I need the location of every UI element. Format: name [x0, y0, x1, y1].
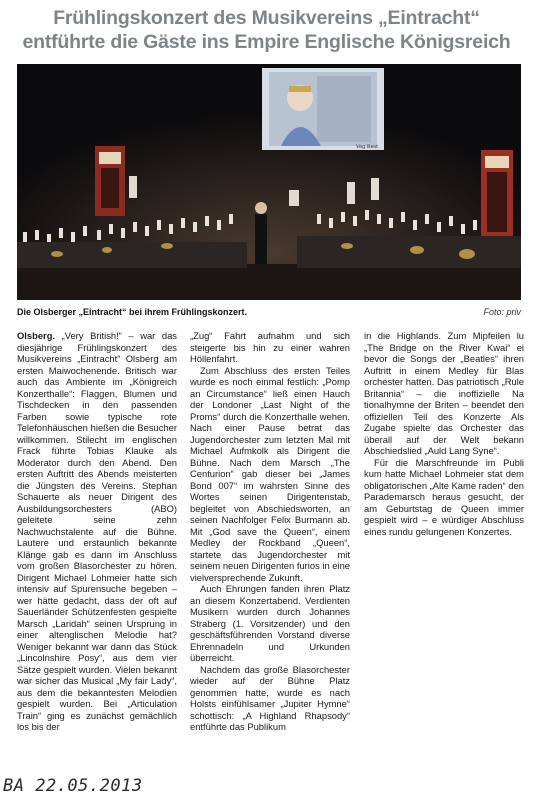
paragraph: Auch Ehrungen fanden ihren Platz an diesem Konzertabend. Verdienten Musikern wurden durch Johannes Straberg (1. Vorsitzender) und den geschäftsführenden Vorstand diverse Ehrennadeln und Urkunden überreicht. [190, 583, 350, 663]
headline-line-1: Frühlingskonzert des Musikvereins „Eintracht“ [53, 7, 480, 29]
headline-line-2: entführte die Gäste ins Empire Englische Königsreich [22, 31, 511, 53]
paragraph: Für die Marschfreunde im Publi kum hatte Michael Lohmeier stat dem obligatorischen „Alte Kame raden“ den Parademarsch heraus gesucht, der am Geburtstag de Queen immer gespielt wird – e würdiger Abschluss eines rundu gelungenen Konzertes. [364, 456, 524, 537]
paragraph: Nachdem das große Blasorchester wieder auf der Bühne Platz genommen hatte, wurde es nach Holsts einfühlsamer „Jupiter Hymne“ schottisch: „A Highland Rhapsody“ entführte das Publikum [190, 663, 350, 732]
concert-photo-illustration [17, 64, 521, 300]
concert-photo [17, 64, 521, 300]
paragraph: in die Highlands. Zum Mipfeilen lu „The Bridge on the River Kwai“ ei bevor die Songs der „Beatles“ ihren Auftritt in einem Medley für Blas orchester hatten. Das patriotisch „Rule Britannia“ – die inoffizielle Na tionalhymne der Briten – beendet den offiziellen Teil des Konzerte Als Zugabe spielte das Orchester das überall auf der Welt bekann Abschiedslied „Auld Lang Syne“. [364, 330, 524, 456]
screen-sign: Veg Best [356, 144, 379, 150]
handwritten-date-note: BA 22.05.2013 [3, 776, 143, 796]
dateline: Olsberg. [17, 330, 56, 341]
paragraph: Zum Abschluss des ersten Teiles wurde es noch einmal festlich: „Pomp an Circumstance“ ließ einen Hauch der Londoner „Last Night of the Proms“ durch die Konzerthalle wehen. Nach einer Pause betrat das Jugendorchester zum letzten Mal mit Michael Aufmkolk als Dirigent die Bühne. Nach dem Marsch „The Centurion“ gab dieser bei „James Bond 007“ im wahrsten Sinne des Wortes seinen Dirigentenstab, begleitet von Abschiedsworten, an seinen Nachfolger Felix Burmann ab. Mit „God save the Queen“, einem Medley der Rockband „Queen“, startete das Jugendorchester mit seinem neuen Dirigenten furios in eine vielversprechende Zukunft. [190, 364, 350, 583]
conductor [255, 214, 267, 264]
photo-caption [17, 307, 521, 323]
article-column-3 [364, 330, 524, 537]
photo-credit: Foto: priv [483, 307, 521, 317]
article-column-2 [190, 330, 350, 733]
paragraph: „Zug“ Fahrt aufnahm und sich steigerte bis hin zu einer wahren Höllenfahrt. [190, 330, 350, 364]
article-column-1 [17, 330, 177, 733]
headline [10, 6, 523, 54]
paragraph: Olsberg. „Very British!“ – war das diesjährige Frühlingskonzert des Musikvereins „Eintracht“ Olsberg am ersten Maiwochenende. Britisch war auch das Ambiente im „Königreich Konzerthalle“: Flaggen, Blumen und Tischdecken in den passenden Farben sowie typische rote Telefonhäuschen hießen die Besucher willkommen. Stilecht im englischen Frack führte Tobias Klauke als Moderator durch den Abend. Den ersten Auftritt des Abends meisterten die Jüngsten des Vereins. Stephan Schauerte als neuer Dirigent des Ausbildungsorchesters (ABO) geleitete seine zehn Nachwuchstalente auf die Bühne. Lautere und erstaunlich bekannte Klänge gab es dann im Anschluss vom großen Blasorchester zu hören. Dirigent Michael Lohmeier hatte sich intensiv auf Spurensuche begeben – wer hätte gedacht, dass der oft auf Sauerländer Schützenfesten gespielte Marsch „Laridah“ seinen Ursprung in einer altenglischen Melodie hat? Weniger bekannt war dann das Stück „Lincolnshire Posy“, aus dem vier Sätze gespielt wurden. Vielen bekannt war sicher das Musical „My fair Lady“, aus dem die bekanntesten Melodien gespielt wurden. Bei „Articulation Train“ ging es zunächst gemächlich los bis der [17, 330, 177, 732]
caption-text: Die Olsberger „Eintracht“ bei ihrem Frühlingskonzert. [17, 307, 248, 317]
